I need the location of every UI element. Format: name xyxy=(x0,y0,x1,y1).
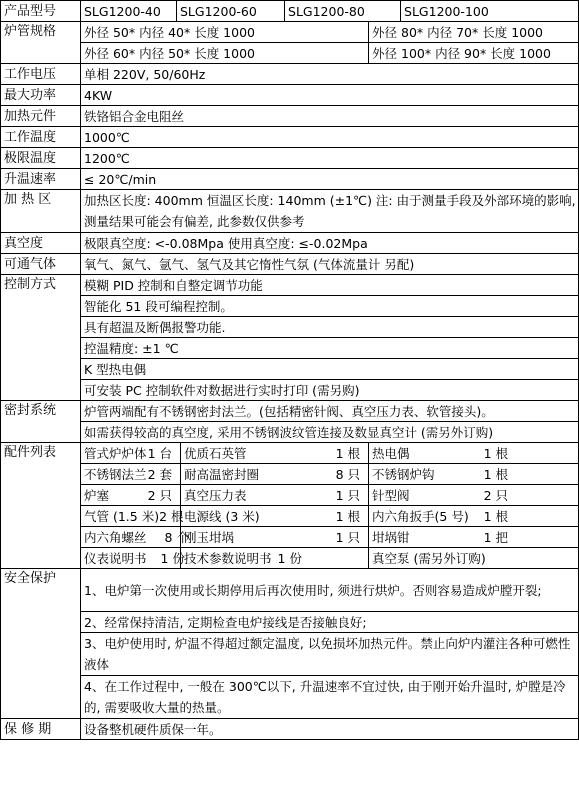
gas-label: 可通气体 xyxy=(1,254,81,275)
heating-zone-row xyxy=(1,190,579,233)
control-line: 可安装 PC 控制软件对数据进行实时打印 (需另购) xyxy=(81,380,579,401)
accessory-name: 不锈钢炉钩 xyxy=(372,466,435,482)
accessory-cell xyxy=(81,485,181,506)
accessory-qty: 1 根 xyxy=(483,466,509,482)
accessory-qty: 8 只 xyxy=(335,466,361,482)
model-row xyxy=(1,1,579,22)
accessory-qty: 1 根 xyxy=(483,445,509,461)
accessory-cell xyxy=(181,527,369,548)
accessory-row xyxy=(1,548,579,569)
work-temp-value: 1000℃ xyxy=(81,127,579,148)
heating-zone-value: 加热区长度: 400mm 恒温区长度: 140mm (±1℃) 注: 由于测量手段及外部环境的影响, 测量结果可能会有偏差, 此参数仅供参考 xyxy=(81,190,579,233)
accessory-name: 内六角螺丝 xyxy=(84,529,147,545)
accessory-qty: 2 根 xyxy=(159,508,184,524)
control-row xyxy=(1,359,579,380)
spec-row-work-temp xyxy=(1,127,579,148)
accessory-cell xyxy=(369,464,579,485)
accessory-qty: 2 套 xyxy=(147,466,172,482)
accessory-cell xyxy=(81,464,181,485)
power-value: 4KW xyxy=(81,85,579,106)
warranty-label: 保 修 期 xyxy=(1,719,81,740)
accessory-qty: 8 个 xyxy=(164,529,189,545)
control-label: 控制方式 xyxy=(1,275,81,401)
accessory-row xyxy=(1,506,579,527)
control-line: 模糊 PID 控制和自整定调节功能 xyxy=(81,275,579,296)
tube-size-80: 外径 80* 内径 70* 长度 1000 xyxy=(369,22,579,43)
accessory-qty: 1 只 xyxy=(335,487,361,503)
vacuum-row xyxy=(1,233,579,254)
accessory-name: 真空压力表 xyxy=(184,487,247,503)
accessory-name: 不锈钢法兰 xyxy=(84,466,147,482)
vacuum-value: 极限真空度: <-0.08Mpa 使用真空度: ≤-0.02Mpa xyxy=(81,233,579,254)
safety-line: 3、电炉使用时, 炉温不得超过额定温度, 以免损坏加热元件。禁止向炉内灌注各种可燃性液体 xyxy=(81,633,579,676)
safety-line: 4、在工作过程中, 一般在 300℃以下, 升温速率不宜过快, 由于刚开始升温时, 炉膛是冷的, 需要吸收大量的热量。 xyxy=(81,676,579,719)
accessory-cell xyxy=(181,548,369,569)
tube-row xyxy=(1,43,579,64)
accessory-qty: 2 只 xyxy=(483,487,509,503)
control-line: 具有超温及断偶报警功能. xyxy=(81,317,579,338)
voltage-label: 工作电压 xyxy=(1,64,81,85)
spec-row-element xyxy=(1,106,579,127)
control-row xyxy=(1,338,579,359)
accessory-name: 针型阀 xyxy=(372,487,410,503)
power-label: 最大功率 xyxy=(1,85,81,106)
control-line: K 型热电偶 xyxy=(81,359,579,380)
control-line: 控温精度: ±1 ℃ xyxy=(81,338,579,359)
gas-row xyxy=(1,254,579,275)
accessory-name: 坩埚钳 xyxy=(372,529,410,545)
model-100: SLG1200-100 xyxy=(401,1,579,22)
safety-row xyxy=(1,676,579,719)
control-row xyxy=(1,380,579,401)
control-row xyxy=(1,296,579,317)
accessory-cell xyxy=(81,443,181,464)
tube-row xyxy=(1,22,579,43)
accessory-name: 内六角扳手(5 号) xyxy=(372,508,469,524)
accessory-qty: 1 根 xyxy=(335,445,361,461)
accessory-cell xyxy=(181,443,369,464)
model-60: SLG1200-60 xyxy=(177,1,285,22)
accessory-name: 技术参数说明书 xyxy=(184,550,272,566)
control-row xyxy=(1,275,579,296)
safety-row xyxy=(1,612,579,633)
accessory-row xyxy=(1,464,579,485)
tube-size-100: 外径 100* 内径 90* 长度 1000 xyxy=(369,43,579,64)
element-value: 铁铬铝合金电阻丝 xyxy=(81,106,579,127)
accessory-cell xyxy=(81,527,189,548)
accessory-cell xyxy=(369,548,579,569)
accessory-row xyxy=(1,443,579,464)
accessory-cell xyxy=(369,485,579,506)
accessory-name: 管式炉炉体 xyxy=(84,445,147,461)
heating-zone-label: 加 热 区 xyxy=(1,190,81,233)
accessory-qty: 1 台 xyxy=(147,445,172,461)
accessory-cell xyxy=(81,506,184,527)
accessory-name: 优质石英管 xyxy=(184,445,247,461)
accessory-name: 刚玉坩埚 xyxy=(184,529,235,545)
model-80: SLG1200-80 xyxy=(285,1,401,22)
control-row xyxy=(1,317,579,338)
accessory-qty: 1 根 xyxy=(335,508,361,524)
seal-label: 密封系统 xyxy=(1,401,81,443)
max-temp-label: 极限温度 xyxy=(1,148,81,169)
accessory-row xyxy=(1,485,579,506)
spec-row-max-temp xyxy=(1,148,579,169)
accessory-name: 气管 (1.5 米) xyxy=(84,508,160,524)
accessory-qty: 1 只 xyxy=(335,529,361,545)
accessories-label: 配件列表 xyxy=(1,443,81,569)
warranty-value: 设备整机硬件质保一年。 xyxy=(81,719,579,740)
accessory-name: 真空泵 (需另外订购) xyxy=(372,550,486,566)
model-40: SLG1200-40 xyxy=(81,1,177,22)
model-label: 产品型号 xyxy=(1,1,81,22)
accessory-cell xyxy=(181,485,369,506)
accessory-row xyxy=(1,527,579,548)
accessory-cell xyxy=(181,506,369,527)
safety-label: 安全保护 xyxy=(1,569,81,719)
accessory-name: 炉塞 xyxy=(84,487,110,503)
accessory-cell xyxy=(81,548,185,569)
seal-row xyxy=(1,422,579,443)
gas-value: 氧气、氮气、氩气、氢气及其它惰性气氛 (气体流量计 另配) xyxy=(81,254,579,275)
spec-row-power xyxy=(1,85,579,106)
safety-line: 2、经常保持清洁, 定期检查电炉接线是否接触良好; xyxy=(81,612,579,633)
heat-rate-value: ≤ 20℃/min xyxy=(81,169,579,190)
seal-row xyxy=(1,401,579,422)
spec-row-heat-rate xyxy=(1,169,579,190)
accessory-name: 耐高温密封圈 xyxy=(184,466,260,482)
safety-line: 1、电炉第一次使用或长期停用后再次使用时, 须进行烘炉。否则容易造成炉膛开裂; xyxy=(81,569,579,612)
accessory-cell xyxy=(369,443,579,464)
safety-row xyxy=(1,569,579,612)
accessory-name: 热电偶 xyxy=(372,445,410,461)
tube-size-40: 外径 50* 内径 40* 长度 1000 xyxy=(81,22,369,43)
accessory-qty: 1 根 xyxy=(483,508,509,524)
vacuum-label: 真空度 xyxy=(1,233,81,254)
accessory-qty: 1 份 xyxy=(160,550,185,566)
voltage-value: 单相 220V, 50/60Hz xyxy=(81,64,579,85)
tube-size-60: 外径 60* 内径 50* 长度 1000 xyxy=(81,43,369,64)
seal-line: 如需获得较高的真空度, 采用不锈钢波纹管连接及数显真空计 (需另外订购) xyxy=(81,422,579,443)
accessory-cell xyxy=(369,527,579,548)
spec-row-voltage xyxy=(1,64,579,85)
accessory-name: 电源线 (3 米) xyxy=(184,508,260,524)
max-temp-value: 1200℃ xyxy=(81,148,579,169)
accessory-cell xyxy=(181,464,369,485)
accessory-qty: 1 份 xyxy=(277,550,302,566)
safety-row xyxy=(1,633,579,676)
accessory-qty: 2 只 xyxy=(147,487,172,503)
element-label: 加热元件 xyxy=(1,106,81,127)
accessory-cell xyxy=(369,506,579,527)
heat-rate-label: 升温速率 xyxy=(1,169,81,190)
seal-line: 炉管两端配有不锈钢密封法兰。(包括精密针阀、真空压力表、软管接头)。 xyxy=(81,401,579,422)
warranty-row xyxy=(1,719,579,740)
accessory-name: 仪表说明书 xyxy=(84,550,147,566)
control-line: 智能化 51 段可编程控制。 xyxy=(81,296,579,317)
work-temp-label: 工作温度 xyxy=(1,127,81,148)
tube-label: 炉管规格 xyxy=(1,22,81,64)
accessory-qty: 1 把 xyxy=(483,529,509,545)
